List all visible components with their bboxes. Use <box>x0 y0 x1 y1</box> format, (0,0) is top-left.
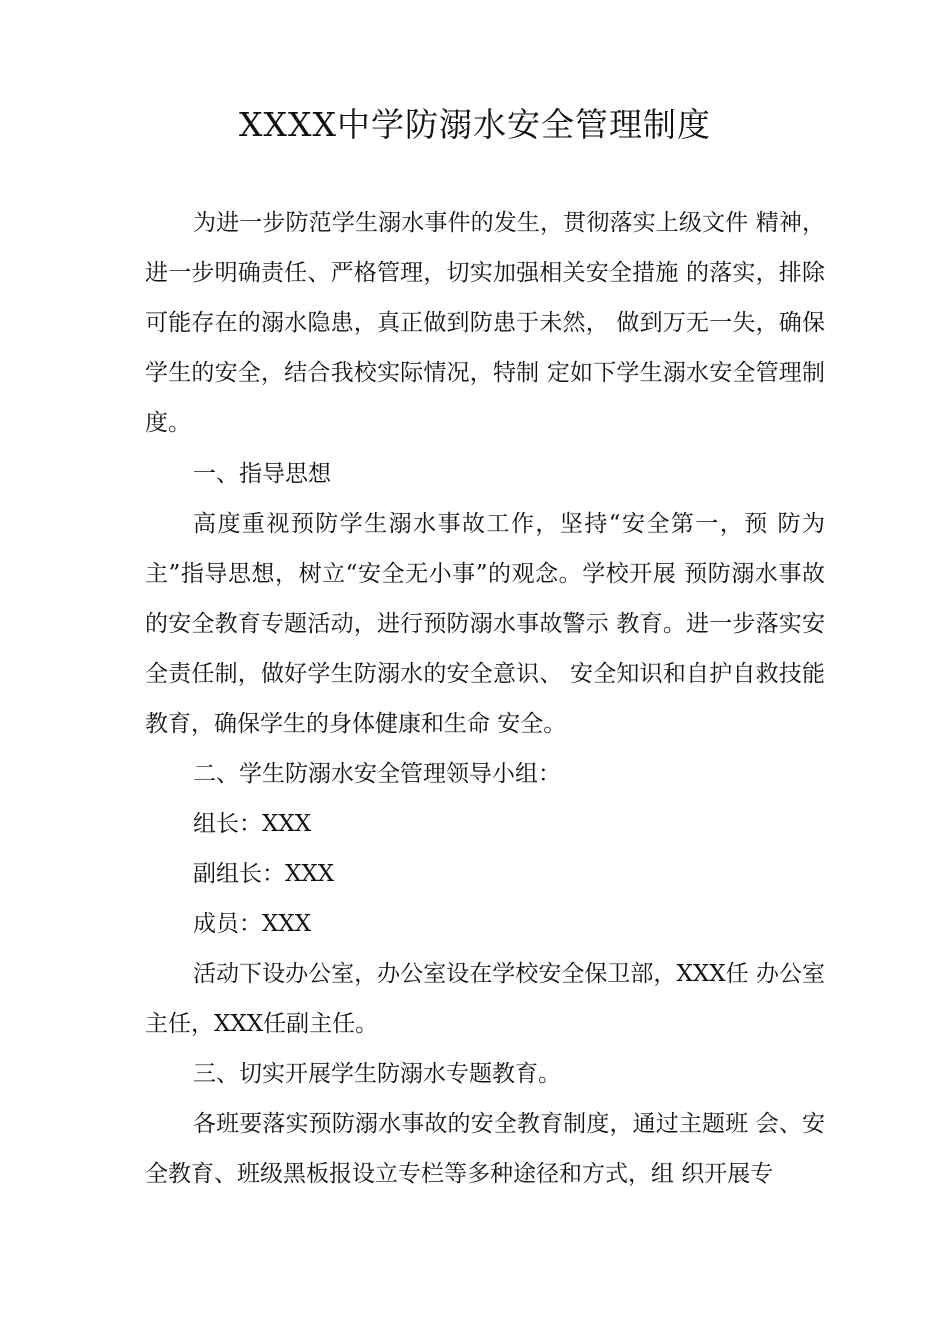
leader-line: 组长：XXX <box>193 811 312 837</box>
section3-body: 各班要落实预防溺水事故的安全教育制度，通过主题班 会、安全教育、班级黑板报设立专栏等多种途径和方式，组 织开展专 <box>145 1111 825 1187</box>
section1-body: 高度重视预防学生溺水事故工作，坚持“安全第一，预 防为主”指导思想，树立“安全无小事”的观念。学校开展 预防溺水事故的安全教育专题活动，进行预防溺水事故警示 教育。进一步落实安全责任制，做好学生防溺水的安全意识、 安全知识和自护自救技能教育，确保学生的身体健康和生命 安全。 <box>145 511 825 737</box>
document-title: XXXX中学防溺水安全管理制度 <box>239 105 711 144</box>
deputy-leader-line: 副组长：XXX <box>193 861 335 887</box>
intro-paragraph: 为进一步防范学生溺水事件的发生，贯彻落实上级文件 精神，进一步明确责任、严格管理，切实加强相关安全措施 的落实，排除可能存在的溺水隐患，真正做到防患于未然， 做到万无一失，确保学生的安全，结合我校实际情况，特制 定如下学生溺水安全管理制度。 <box>145 210 825 436</box>
section1-heading: 一、指导思想 <box>193 461 331 487</box>
office-note: 活动下设办公室，办公室设在学校安全保卫部，XXX任 办公室主任，XXX任副主任。 <box>145 961 825 1037</box>
section3-heading: 三、切实开展学生防溺水专题教育。 <box>193 1061 561 1087</box>
members-line: 成员：XXX <box>193 911 312 937</box>
section2-heading: 二、学生防溺水安全管理领导小组： <box>193 761 561 787</box>
